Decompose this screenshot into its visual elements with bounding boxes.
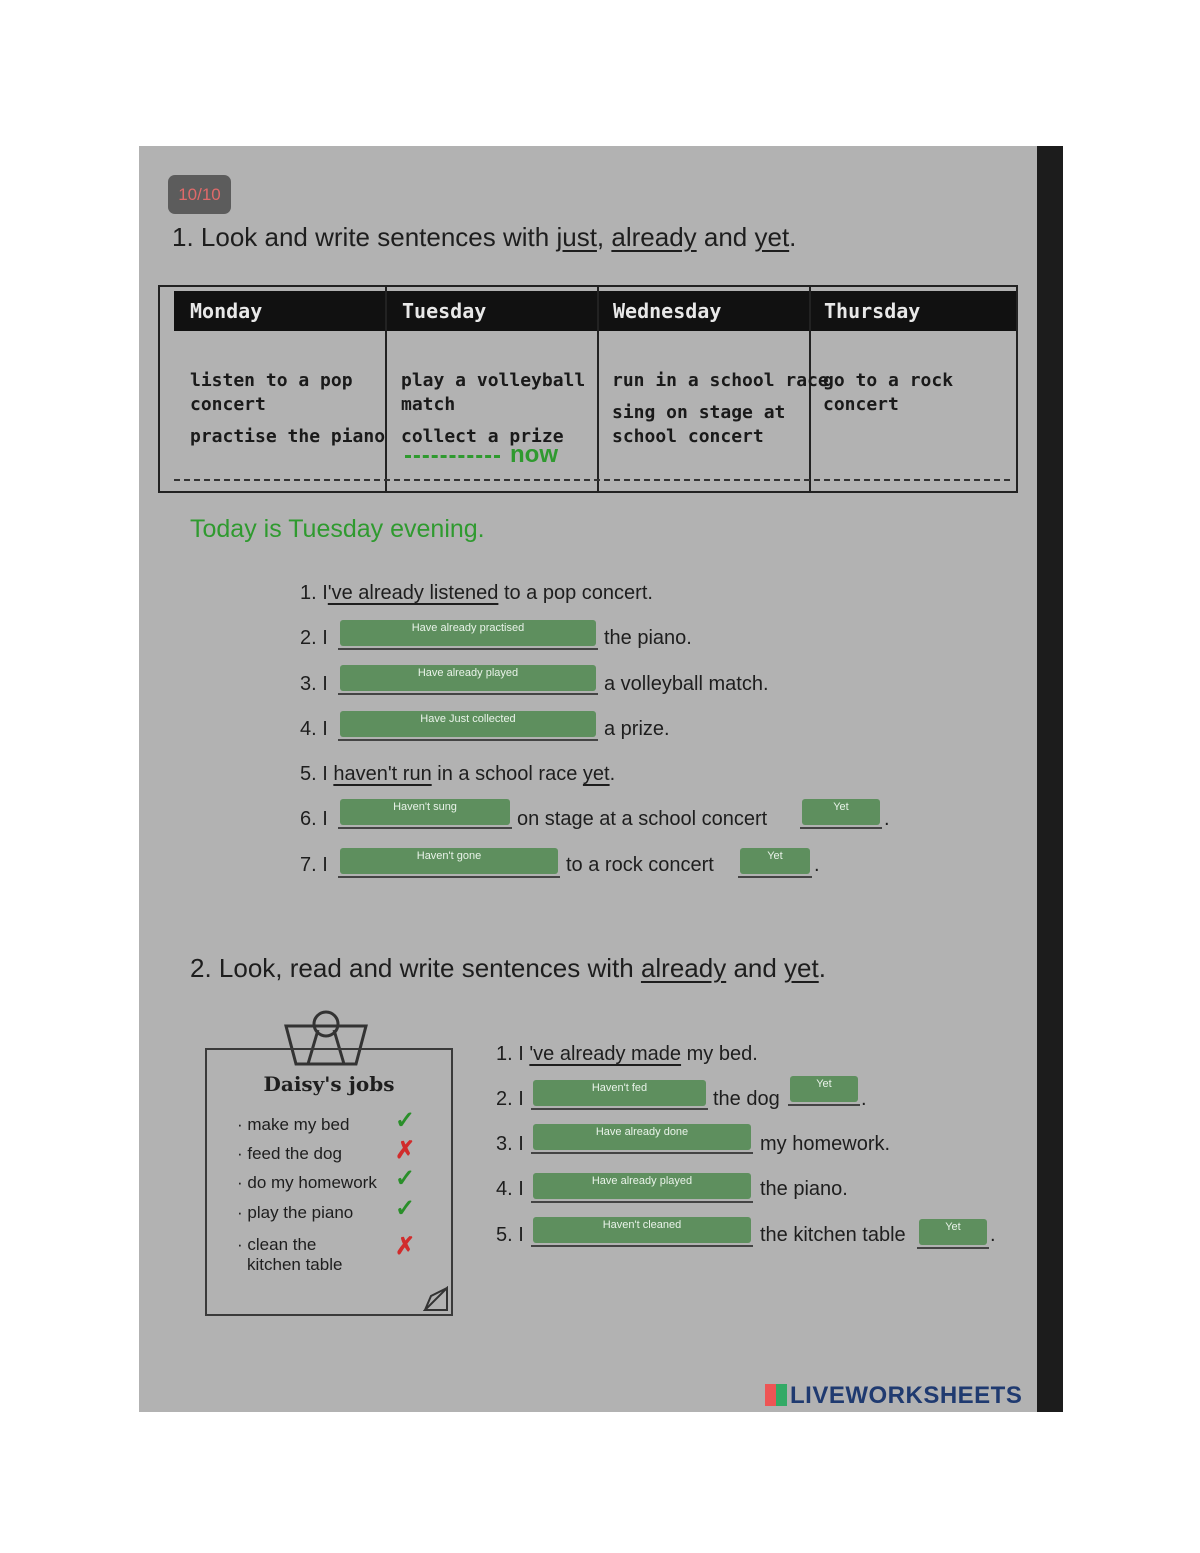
ex2-item-5-blank2[interactable] [917,1219,989,1249]
ex1-item-7-end: . [814,854,820,876]
answer-box[interactable]: Yet [802,799,880,825]
ex1-item-7-rest: to a rock concert [566,854,714,876]
col-divider [385,287,387,493]
jobs-title: Daisy's jobs [263,1072,395,1096]
ex2-item-5-blank[interactable] [531,1217,753,1247]
ex1-item-4-blank[interactable] [338,711,598,741]
ex1-item-6-num: 6. I [300,808,328,830]
col-divider [597,287,599,493]
answer-box[interactable]: Haven't sung [340,799,510,825]
ex1-item-6-end: . [884,808,890,830]
ex2-item-4-rest: the piano. [760,1178,848,1200]
exercise-1-title: 1. Look and write sentences with just, already and yet. [172,222,797,252]
answer-box[interactable]: Haven't fed [533,1080,706,1106]
cell-tuesday: play a volleyball match collect a prize [401,370,586,447]
check-icon: ✓ [395,1195,416,1222]
header-wednesday: Wednesday [613,299,722,323]
ex1-item-7-blank2[interactable] [738,848,812,878]
ex1-item-6-rest: on stage at a school concert [517,808,768,830]
header-tuesday: Tuesday [402,299,487,323]
cross-icon: ✗ [395,1137,416,1164]
right-scrollbar[interactable] [1037,146,1063,1412]
ex2-item-4-num: 4. I [496,1178,524,1200]
answer-box[interactable]: Have already played [340,665,596,691]
answer-box[interactable]: Haven't cleaned [533,1217,751,1243]
job-item: · play the piano [237,1203,354,1222]
header-monday: Monday [190,299,263,323]
score-badge: 10/10 [168,175,231,214]
ex2-item-2-end: . [861,1088,867,1110]
job-item: · clean the kitchen table [237,1235,343,1274]
ex2-item-2-rest: the dog [713,1088,780,1110]
cell-thursday: go to a rock concert [823,370,954,415]
answer-box[interactable]: Have already done [533,1124,751,1150]
answer-box[interactable]: Have Just collected [340,711,596,737]
cell-wednesday: run in a school race sing on stage at school concert [612,370,829,447]
today-note: Today is Tuesday evening. [190,515,485,543]
ex2-item-3-num: 3. I [496,1133,524,1155]
ex1-item-6-blank2[interactable] [800,799,882,829]
ex2-item-4-blank[interactable] [531,1173,753,1203]
job-item: · feed the dog [237,1144,342,1163]
ex1-item-7-num: 7. I [300,854,328,876]
answer-box[interactable]: Yet [919,1219,987,1245]
answer-box[interactable]: Yet [790,1076,858,1102]
ex1-item-3-rest: a volleyball match. [604,673,769,695]
cross-icon: ✗ [395,1233,416,1260]
ex2-item-2-blank2[interactable] [788,1076,860,1106]
now-marker-line [405,455,500,458]
ex2-item-1: 1. I 've already made my bed. [496,1043,758,1065]
ex1-item-4-num: 4. I [300,718,328,740]
ex1-item-6-blank[interactable] [338,799,512,829]
ex2-item-3-blank[interactable] [531,1124,753,1154]
ex1-item-3-num: 3. I [300,673,328,695]
daisys-jobs-note [205,1048,453,1316]
ex2-item-5-num: 5. I [496,1224,524,1246]
table-dashed-line [174,479,1010,481]
ex2-item-2-blank[interactable] [531,1080,708,1110]
logo-icon [765,1384,787,1406]
exercise-2-title: 2. Look, read and write sentences with already and yet. [190,953,826,983]
answer-box[interactable]: Have already practised [340,620,596,646]
job-item: · make my bed [237,1115,350,1134]
schedule-table [158,285,1018,493]
ex2-item-2-num: 2. I [496,1088,524,1110]
liveworksheets-logo: LIVEWORKSHEETS [765,1382,1022,1410]
ex2-item-5-end: . [990,1224,996,1246]
cell-monday: listen to a pop concert practise the piano [190,370,386,447]
table-header [174,291,1016,331]
answer-box[interactable]: Have already played [533,1173,751,1199]
ex1-item-2-num: 2. I [300,627,328,649]
ex1-item-3-blank[interactable] [338,665,598,695]
ex1-item-4-rest: a prize. [604,718,670,740]
ex1-item-2-rest: the piano. [604,627,692,649]
ex1-item-2-blank[interactable] [338,620,598,650]
answer-box[interactable]: Yet [740,848,810,874]
ex1-item-5: 5. I haven't run in a school race yet. [300,763,616,785]
ex1-item-7-blank[interactable] [338,848,560,878]
ex2-item-5-rest: the kitchen table [760,1224,906,1246]
header-thursday: Thursday [824,299,921,323]
now-label: now [510,441,558,468]
ex2-item-3-rest: my homework. [760,1133,891,1155]
ex1-item-1: 1. I've already listened to a pop concert. [300,582,653,604]
check-icon: ✓ [395,1107,416,1134]
check-icon: ✓ [395,1165,416,1192]
page-curl-icon [423,1286,449,1312]
job-item: · do my homework [237,1173,377,1192]
answer-box[interactable]: Haven't gone [340,848,558,874]
